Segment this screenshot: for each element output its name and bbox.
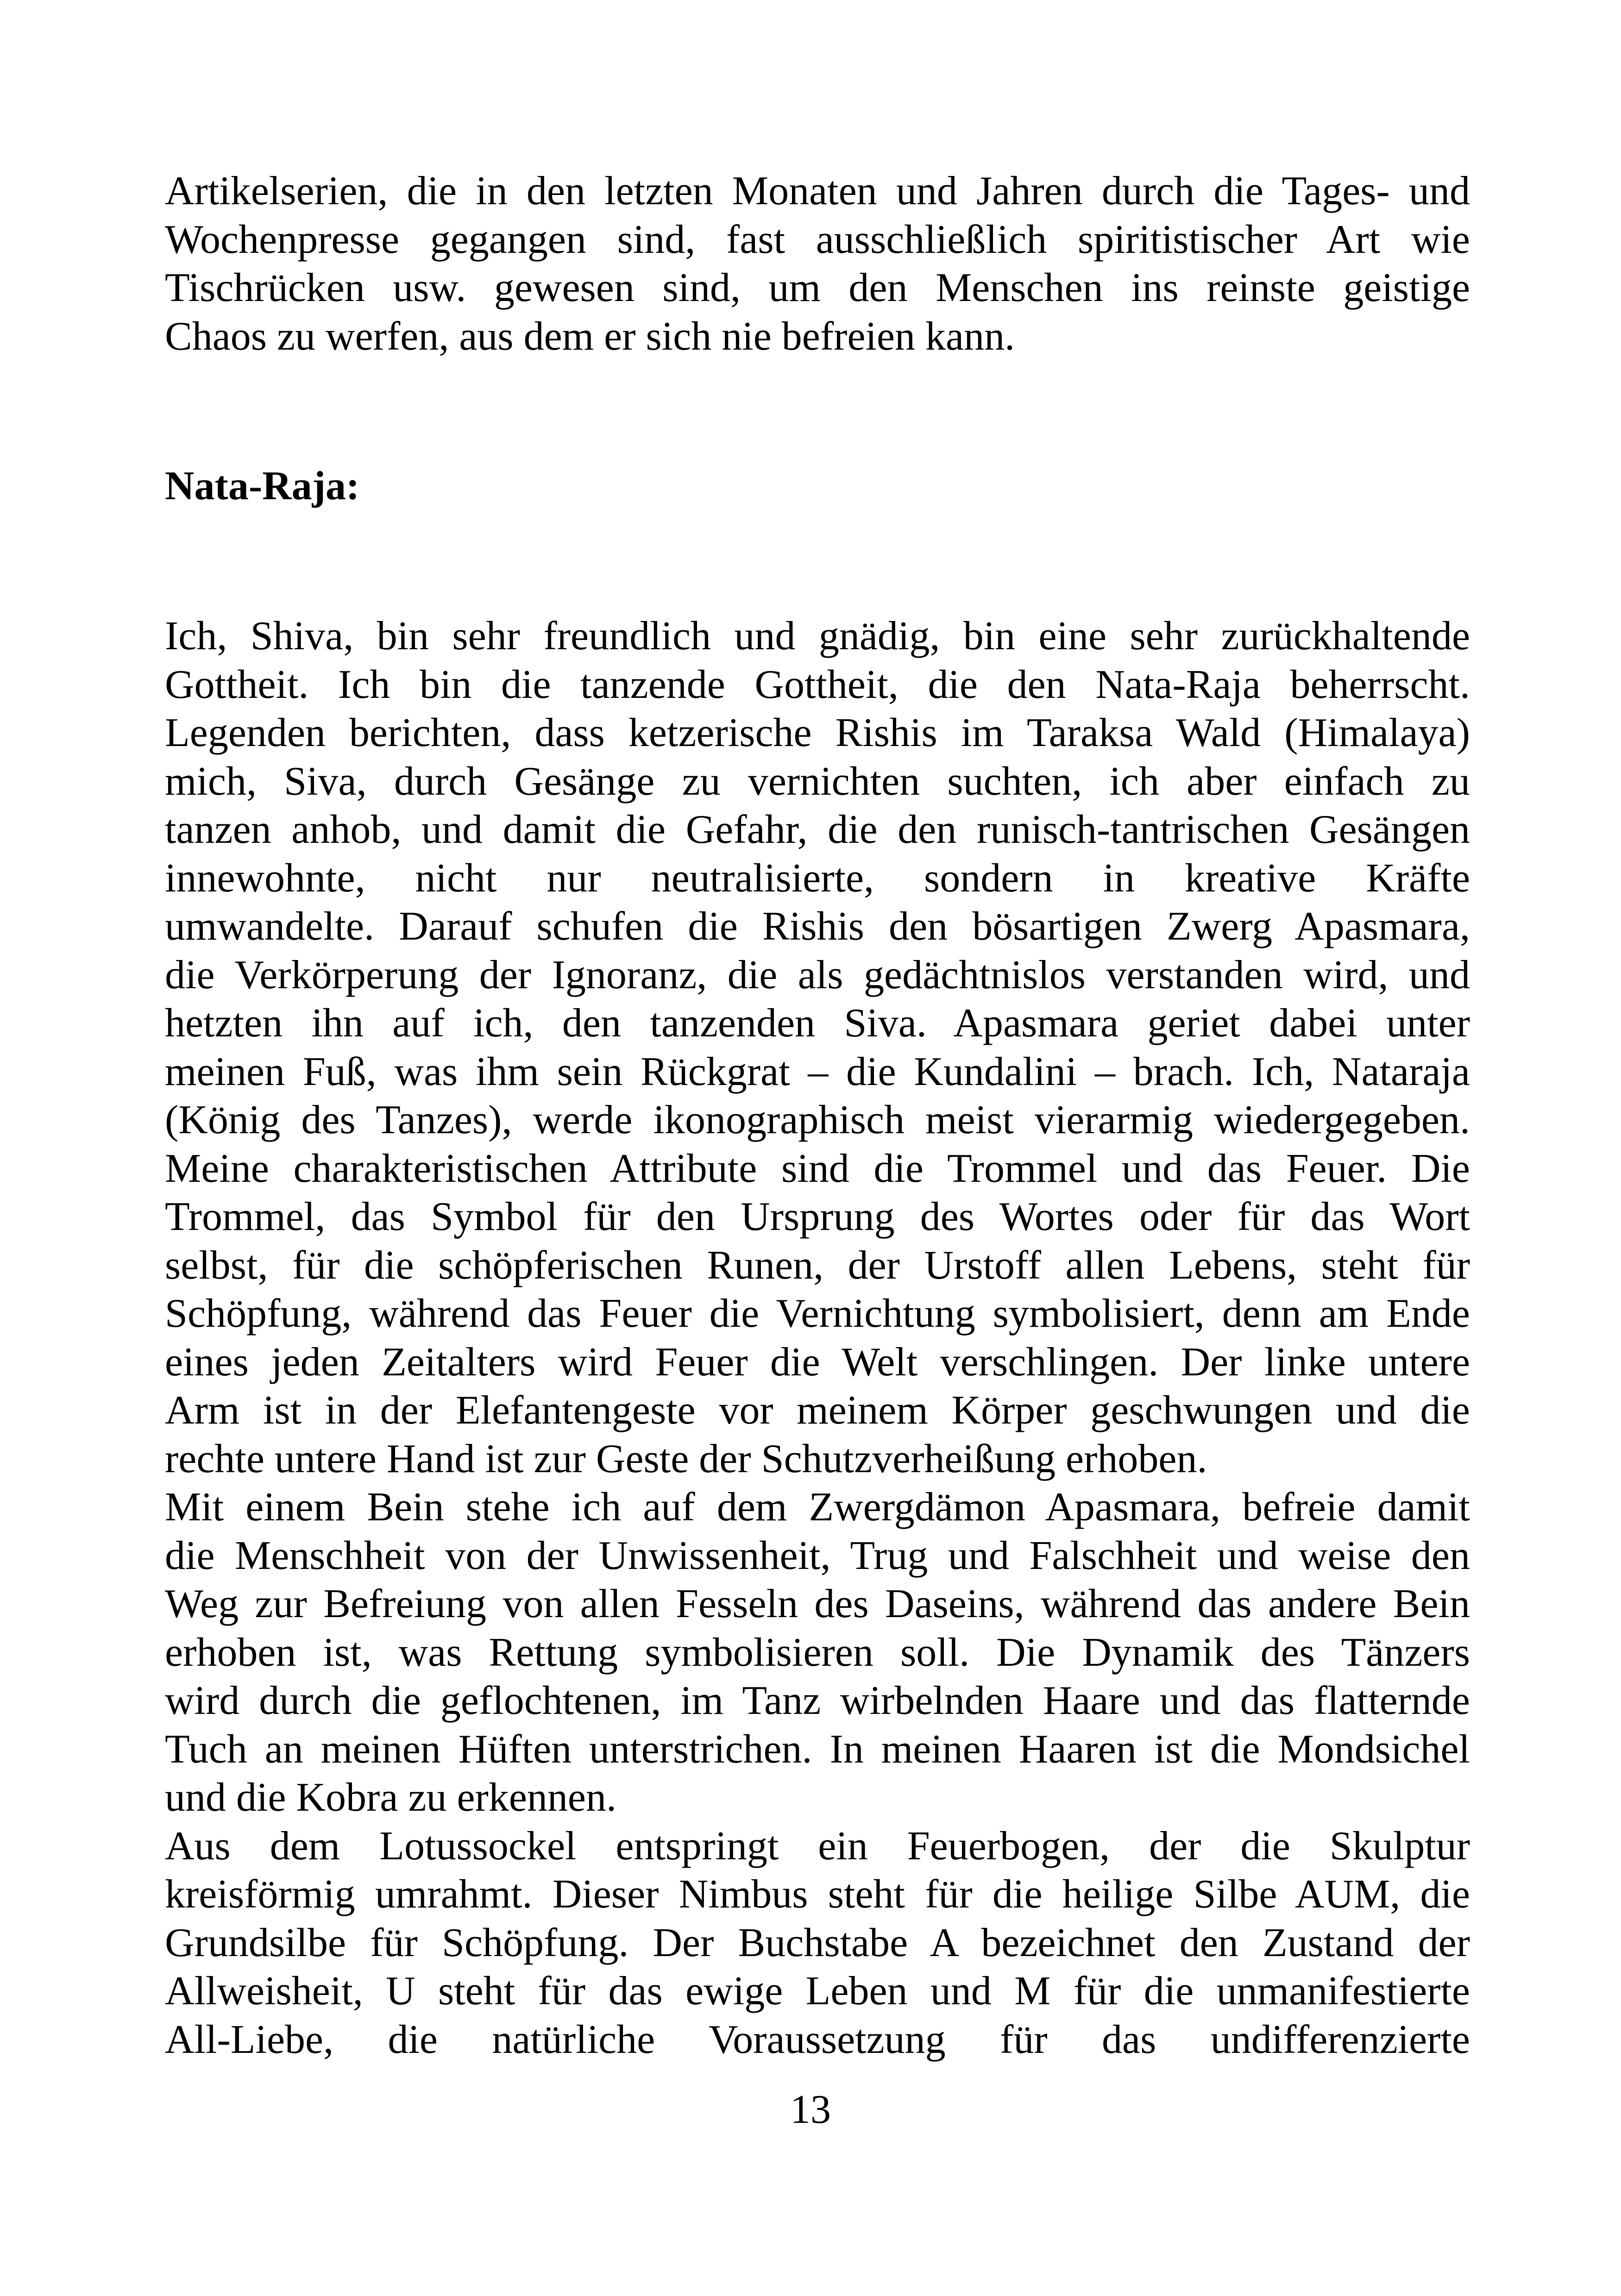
- paragraph: [165, 1483, 1470, 1822]
- text-line: erhoben ist, was Rettung symbolisieren soll. Die Dynamik des Tänzers: [165, 1630, 1470, 1675]
- text-line: innewohnte, nicht nur neutralisierte, sondern in kreative Kräfte: [165, 855, 1470, 901]
- text-line: Gottheit. Ich bin die tanzende Gottheit, die den Nata-Raja beherrscht.: [165, 662, 1470, 707]
- paragraph: [165, 167, 1470, 361]
- text-line: Tuch an meinen Hüften unterstrichen. In meinen Haaren ist die Mondsichel: [165, 1726, 1470, 1772]
- paragraph: [165, 1822, 1470, 2064]
- text-line: die Verkörperung der Ignoranz, die als gedächtnislos verstanden wird, und: [165, 952, 1470, 997]
- text-line: Legenden berichten, dass ketzerische Rishis im Taraksa Wald (Himalaya): [165, 710, 1470, 755]
- text-line: Chaos zu werfen, aus dem er sich nie befreien kann.: [165, 314, 1015, 359]
- text-line: mich, Siva, durch Gesänge zu vernichten suchten, ich aber einfach zu: [165, 759, 1470, 804]
- text-line: (König des Tanzes), werde ikonographisch meist vierarmig wiedergegeben.: [165, 1098, 1470, 1142]
- text-line: Arm ist in der Elefantengeste vor meinem Körper geschwungen und die: [165, 1388, 1470, 1433]
- text-line: selbst, für die schöpferischen Runen, der Urstoff allen Lebens, steht für: [165, 1242, 1470, 1288]
- text-line: und die Kobra zu erkennen.: [165, 1775, 616, 1820]
- text-line: wird durch die geflochtenen, im Tanz wirbelnden Haare und das flatternde: [165, 1678, 1470, 1723]
- page-number: 13: [790, 2087, 831, 2132]
- text-line: Weg zur Befreiung von allen Fesseln des Daseins, während das andere Bein: [165, 1581, 1470, 1626]
- text-line: eines jeden Zeitalters wird Feuer die Welt verschlingen. Der linke untere: [165, 1339, 1470, 1385]
- text-line: Wochenpresse gegangen sind, fast ausschließlich spiritistischer Art wie: [165, 217, 1470, 262]
- spacer: [165, 361, 1470, 462]
- text-line: Tischrücken usw. gewesen sind, um den Menschen ins reinste geistige: [165, 265, 1470, 310]
- text-line: Meine charakteristischen Attribute sind die Trommel und das Feuer. Die: [165, 1146, 1470, 1191]
- intro-section: [165, 167, 1470, 361]
- text-line: Mit einem Bein stehe ich auf dem Zwergdämon Apasmara, befreie damit: [165, 1485, 1470, 1530]
- text-line: meinen Fuß, was ihm sein Rückgrat – die Kundalini – brach. Ich, Nataraja: [165, 1049, 1470, 1094]
- text-line: umwandelte. Darauf schufen die Rishis den bösartigen Zwerg Apasmara,: [165, 904, 1470, 949]
- text-line: Allweisheit, U steht für das ewige Leben und M für die unmanifestierte: [165, 1969, 1470, 2014]
- section-heading: Nata-Raja:: [165, 464, 360, 508]
- text-line: die Menschheit von der Unwissenheit, Trug und Falschheit und weise den: [165, 1533, 1470, 1578]
- text-line: Trommel, das Symbol für den Ursprung des Wortes oder für das Wort: [165, 1194, 1470, 1239]
- spacer: [165, 511, 1470, 613]
- text-line: All-Liebe, die natürliche Voraussetzung für das undifferenzierte: [165, 2017, 1470, 2062]
- text-line: Aus dem Lotussockel entspringt ein Feuerbogen, der die Skulptur: [165, 1823, 1470, 1869]
- nata-raja-section: [165, 612, 1470, 2064]
- paragraph: [165, 612, 1470, 1483]
- text-line: rechte untere Hand ist zur Geste der Schutzverheißung erhoben.: [165, 1436, 1207, 1481]
- text-line: Schöpfung, während das Feuer die Vernichtung symbolisiert, denn am Ende: [165, 1291, 1470, 1336]
- text-line: hetzten ihn auf ich, den tanzenden Siva. Apasmara geriet dabei unter: [165, 1001, 1470, 1046]
- text-line: kreisförmig umrahmt. Dieser Nimbus steht für die heilige Silbe AUM, die: [165, 1872, 1470, 1917]
- text-line: Ich, Shiva, bin sehr freundlich und gnädig, bin eine sehr zurückhaltende: [165, 614, 1470, 659]
- text-line: Artikelserien, die in den letzten Monaten und Jahren durch die Tages- und: [165, 169, 1470, 213]
- page-body: [165, 167, 1470, 2064]
- text-line: tanzen anhob, und damit die Gefahr, die den runisch-tantrischen Gesängen: [165, 807, 1470, 852]
- text-line: Grundsilbe für Schöpfung. Der Buchstabe A bezeichnet den Zustand der: [165, 1920, 1470, 1965]
